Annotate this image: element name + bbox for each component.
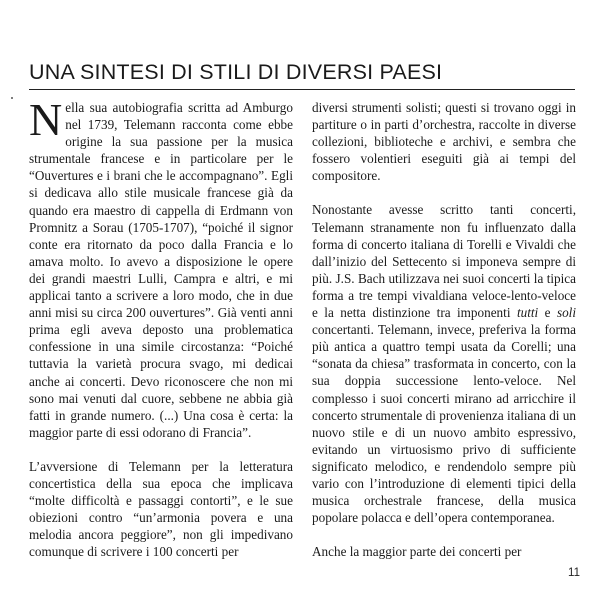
page-number: 11 [568, 567, 580, 579]
term-tutti: tutti [516, 305, 539, 321]
print-speck [11, 97, 13, 99]
term-soli: soli [556, 305, 576, 321]
paragraph-4-text-b: concertanti. Telemann, invece, preferiva la forma più antica a quattro tempi usata da Corelli; una “sonata da chiesa” trasformata in concerto, con la sua doppia successione lento-veloce. Nel complesso i suoi concerti mirano ad arricchire il concerto strumentale di provenienza italiana di un nuovo stile e di un nuovo ambito espressivo, evitando un virtuosismo privo di sufficiente significato melodico, e rendendolo sempre più vario con l’introduzione di elementi tipici della musica orchestrale francese, della musica popolare polacca e dell’opera contemporanea. [312, 322, 576, 526]
paragraph-3: diversi strumenti solisti; questi si trovano oggi in partiture o in parti d’orchestra, raccolte in diverse collezioni, biblioteche e archivi, e sembra che fossero volentieri eseguiti già ai tempi del compositore. [312, 100, 576, 184]
paragraph-2: L’avversione di Telemann per la letteratura concertistica della sua epoca che implicava “molte difficoltà e passaggi contorti”, e le sue obiezioni contro “un’armonia povera e una melodia ancora peggiore”, non gli impedivano comunque di scrivere i 100 concerti per [29, 458, 293, 560]
paragraph-4-conjunction: e [538, 305, 557, 321]
left-column [29, 94, 293, 560]
paragraph-1-text: ella sua autobiografia scritta ad Amburgo nel 1739, Telemann racconta come ebbe origine la sua passione per la musica strumentale francese e in particolare per le “Ouvertures e i brani che le accompagnano”. Egli si dedicava allo stile musicale francese già da quando era maestro di cappella di Erdmann von Promnitz a Sorau (1705-1707), “poiché il signor conte era ritornato da poco dalla Francia e lo amava molto. Io avevo a disposizione le opere dei grandi maestri Lulli, Campra e altri, e mi applicai tanto a scrivere a loro modo, che in due anni misi su circa 200 ouvertures”. Già venti anni prima egli aveva deposto una problematica confessione in una simile circostanza: “Poiché tuttavia la varietà procura svago, mi dedicai anche ai concerti. Devo riconoscere che non mi sono mai venuti dal cuore, sebbene ne abbia già fatti in grande numero. (...) Una cosa è certa: la maggior parte di essi odorano di Francia”. [29, 100, 293, 440]
article-title: UNA SINTESI DI STILI DI DIVERSI PAESI [29, 60, 443, 84]
drop-cap: N [29, 94, 63, 145]
paragraph-4 [312, 201, 576, 526]
paragraph-4-text-a: Nonostante avesse scritto tanti concerti, Telemann stranamente non fu influenzato dalla forma di concerto italiana di Torelli e Vivaldi che dall’inizio del Settecento si imponeva sempre di più. J.S. Bach utilizzava nei suoi concerti la tipica forma a tre tempi vivaldiana veloce-lento-veloce e la netta distinzione tra imponenti [312, 202, 576, 321]
right-column [312, 99, 576, 560]
paragraph-5: Anche la maggior parte dei concerti per [312, 544, 522, 560]
title-rule [29, 89, 575, 90]
paragraph-1 [29, 94, 293, 441]
